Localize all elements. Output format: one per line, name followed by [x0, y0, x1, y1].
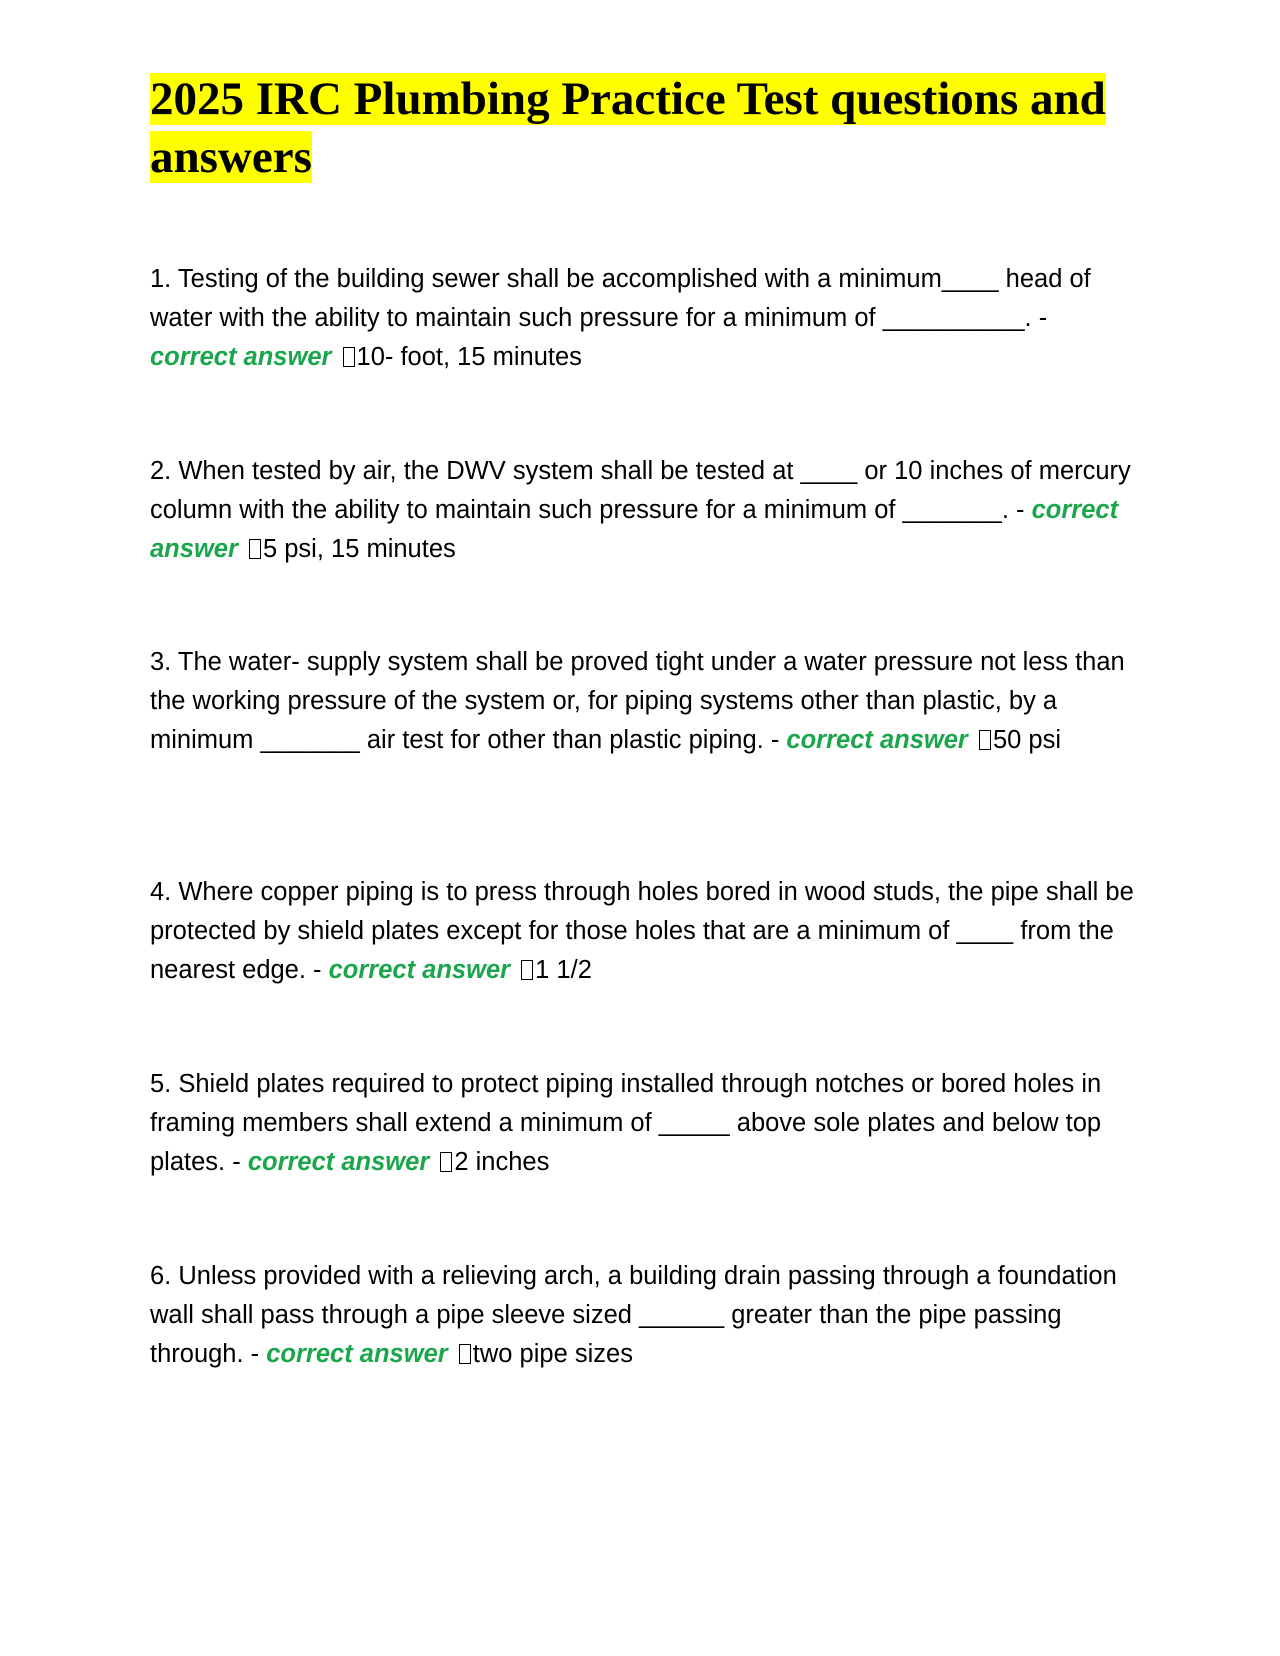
question-text: 2. When tested by air, the DWV system shall be tested at ____ or 10 inches of mercury column with the ability to maintain such pressure for a minimum of _______.: [150, 457, 1131, 524]
answer-text: 10- foot, 15 minutes: [356, 343, 582, 371]
question-text: 1. Testing of the building sewer shall be accomplished with a minimum____ head of water with the ability to maintain such pressure for a minimum of __________.: [150, 265, 1091, 332]
answer-text: 2 inches: [454, 1148, 550, 1176]
answer-marker-icon: [979, 730, 991, 750]
question-block: [150, 260, 1140, 377]
answer-text: 5 psi, 15 minutes: [262, 535, 456, 563]
answer-text: two pipe sizes: [472, 1340, 633, 1368]
answer-marker-icon: [440, 1152, 452, 1172]
question-block: [150, 643, 1140, 760]
answer-text: 50 psi: [992, 726, 1061, 754]
correct-answer-label: correct answer: [266, 1340, 448, 1368]
answer-separator: -: [1016, 496, 1032, 524]
answer-separator: -: [232, 1148, 248, 1176]
answer-marker-icon: [343, 347, 355, 367]
question-text: 3. The water- supply system shall be proved tight under a water pressure not less than the working pressure of the system or, for piping systems other than plastic, by a minimum _______ air test for other than plastic piping.: [150, 648, 1125, 754]
answer-marker-icon: [249, 539, 261, 559]
question-text: 6. Unless provided with a relieving arch, a building drain passing through a foundation wall shall pass through a pipe sleeve sized ______ greater than the pipe passing through.: [150, 1262, 1117, 1368]
answer-marker-icon: [521, 960, 533, 980]
correct-answer-label: correct answer: [150, 496, 1119, 563]
document-page: [150, 70, 1140, 186]
question-block: [150, 873, 1140, 990]
question-block: [150, 1065, 1140, 1182]
title-highlight: 2025 IRC Plumbing Practice Test questions and answers: [150, 73, 1106, 183]
document-title: [150, 70, 1140, 186]
answer-separator: -: [250, 1340, 267, 1368]
question-block: [150, 452, 1140, 569]
answer-separator: -: [1038, 304, 1048, 332]
answer-text: 1 1/2: [535, 956, 592, 984]
correct-answer-label: correct answer: [328, 956, 511, 984]
answer-separator: -: [770, 726, 787, 754]
correct-answer-label: correct answer: [786, 726, 968, 754]
question-block: [150, 1257, 1140, 1374]
answer-separator: -: [313, 956, 329, 984]
question-text: 5. Shield plates required to protect piping installed through notches or bored holes in framing members shall extend a minimum of _____ above sole plates and below top plates.: [150, 1070, 1102, 1176]
correct-answer-label: correct answer: [150, 343, 332, 371]
correct-answer-label: correct answer: [247, 1148, 430, 1176]
question-text: 4. Where copper piping is to press through holes bored in wood studs, the pipe shall be protected by shield plates except for those holes that are a minimum of ____ from the nearest edge.: [150, 878, 1134, 984]
answer-marker-icon: [459, 1344, 471, 1364]
